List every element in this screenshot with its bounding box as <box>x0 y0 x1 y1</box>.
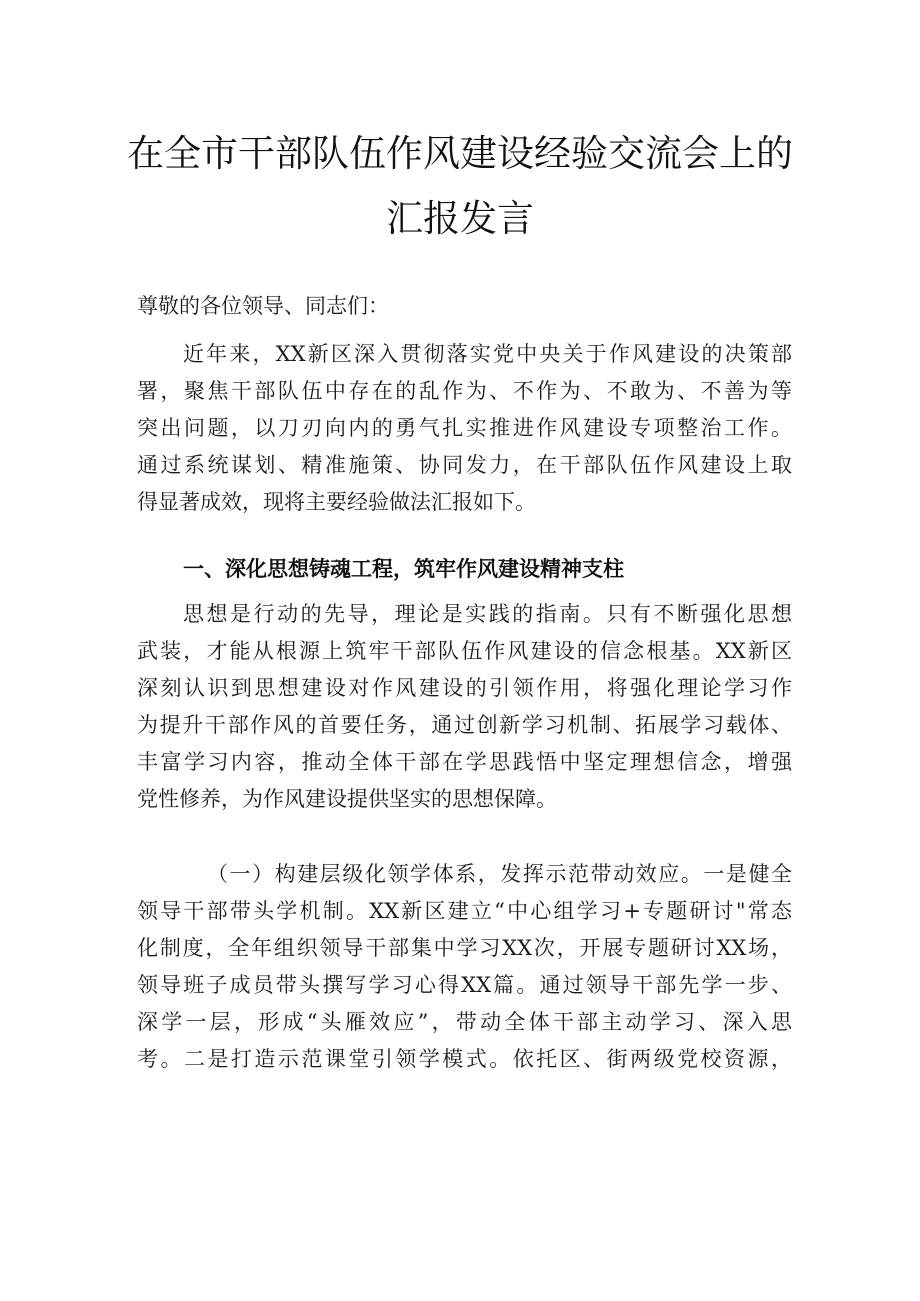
paragraph-line: 通过系统谋划、精准施策、协同发力，在干部队伍作风建设上取 <box>137 453 792 477</box>
paragraph-line: 思想是行动的先导，理论是实践的指南。只有不断强化思想 <box>183 602 792 626</box>
paragraph-line: 武装，才能从根源上筑牢干部队伍作风建设的信念根基。XX新区 <box>137 639 792 663</box>
paragraph-line: 丰富学习内容，推动全体干部在学思践悟中坚定理想信念，增强 <box>137 750 792 774</box>
paragraph-line: 考。二是打造示范课堂引领学模式。依托区、街两级党校资源， <box>137 1047 792 1071</box>
paragraph-section-1 <box>137 596 792 818</box>
paragraph-line: 为提升干部作风的首要任务，通过创新学习机制、拓展学习载体、 <box>137 713 792 737</box>
paragraph-line: 党性修养，为作风建设提供坚实的思想保障。 <box>137 787 557 811</box>
paragraph-line: 得显著成效，现将主要经验做法汇报如下。 <box>137 490 536 514</box>
document-title-line-1: 在全市干部队伍作风建设经验交流会上的 <box>127 132 793 175</box>
paragraph-line: 深刻认识到思想建设对作风建设的引领作用，将强化理论学习作 <box>137 676 792 700</box>
salutation: 尊敬的各位领导、同志们： <box>137 294 389 318</box>
paragraph-line: 突出问题，以刀刃向内的勇气扎实推进作风建设专项整治工作。 <box>137 416 792 440</box>
paragraph-subsection-1 <box>137 856 792 1078</box>
paragraph-intro <box>137 336 792 521</box>
paragraph-line: 近年来，XX新区深入贯彻落实党中央关于作风建设的决策部 <box>183 342 792 366</box>
document-title-line-2: 汇报发言 <box>386 197 534 240</box>
paragraph-line: 领导班子成员带头撰写学习心得XX篇。通过领导干部先学一步、 <box>137 973 792 997</box>
paragraph-line: 深学一层，形成“头雁效应”，带动全体干部主动学习、深入思 <box>137 1010 792 1034</box>
paragraph-line: 署，聚焦干部队伍中存在的乱作为、不作为、不敢为、不善为等 <box>137 379 792 403</box>
paragraph-line: 化制度，全年组织领导干部集中学习XX次，开展专题研讨XX场， <box>137 936 792 960</box>
section-heading-1: 一、深化思想铸魂工程，筑牢作风建设精神支柱 <box>183 557 624 581</box>
paragraph-line: 领导干部带头学机制。XX新区建立“中心组学习+专题研讨"常态 <box>137 899 792 923</box>
paragraph-line: （一）构建层级化领学体系，发挥示范带动效应。一是健全 <box>207 862 792 886</box>
